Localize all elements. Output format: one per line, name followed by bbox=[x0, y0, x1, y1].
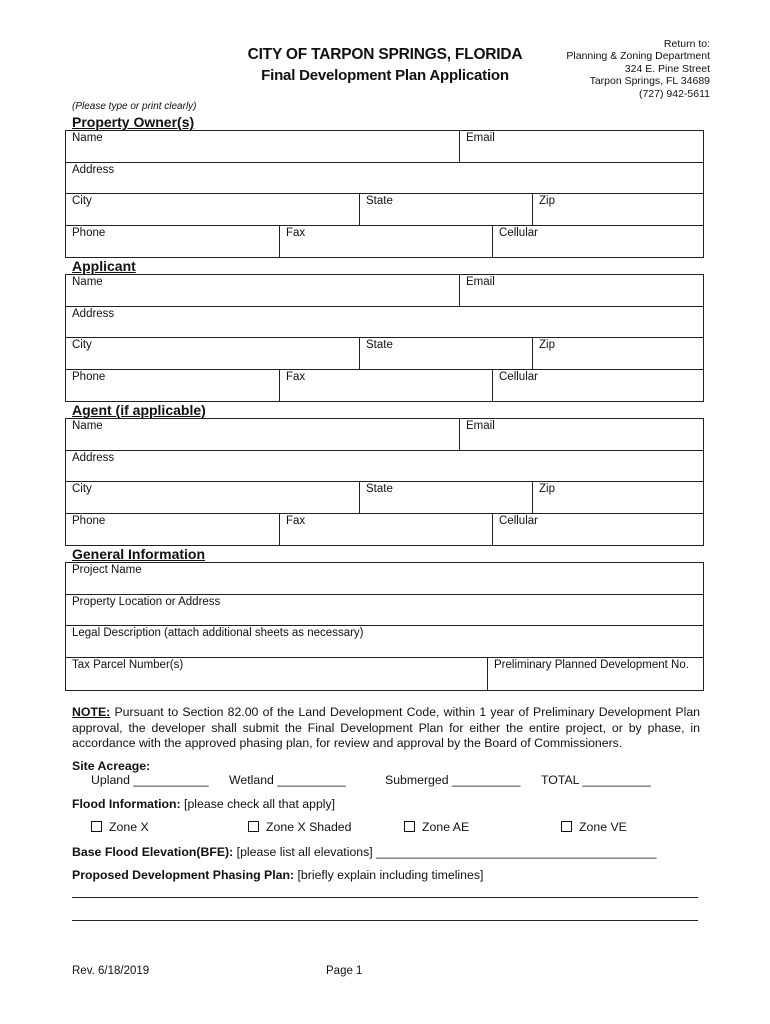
bfe-instruction: [please list all elevations] _________________________________________ bbox=[233, 845, 657, 859]
return-address bbox=[566, 38, 710, 100]
return-label: Return to: bbox=[663, 38, 710, 50]
owner-fax-label: Fax bbox=[286, 226, 306, 239]
property-location-label: Property Location or Address bbox=[72, 595, 221, 608]
agent-cellular-field[interactable] bbox=[492, 514, 703, 546]
preliminary-pd-field[interactable] bbox=[487, 658, 703, 690]
owner-name-label: Name bbox=[72, 132, 103, 144]
tax-parcel-label: Tax Parcel Number(s) bbox=[72, 658, 184, 671]
zone-x-shaded-checkbox[interactable] bbox=[248, 820, 351, 834]
agent-name-label: Name bbox=[72, 420, 103, 432]
applicant-cellular-field[interactable] bbox=[492, 370, 703, 402]
owner-zip-field[interactable] bbox=[532, 194, 703, 225]
section-owner-title: Property Owner(s) bbox=[72, 114, 195, 130]
note-paragraph bbox=[72, 705, 700, 752]
general-row-parcel bbox=[66, 658, 703, 690]
property-location-field[interactable] bbox=[66, 595, 703, 626]
agent-city-field[interactable] bbox=[66, 482, 359, 513]
project-name-field[interactable] bbox=[66, 563, 703, 594]
owner-email-field[interactable] bbox=[459, 131, 703, 162]
owner-state-label: State bbox=[366, 195, 393, 207]
agent-zip-label: Zip bbox=[539, 483, 555, 495]
upland-field[interactable]: Upland ___________ bbox=[91, 773, 209, 787]
return-street: 324 E. Pine Street bbox=[624, 62, 710, 75]
owner-city-field[interactable] bbox=[66, 194, 359, 225]
agent-cellular-label: Cellular bbox=[499, 514, 538, 527]
owner-phone-field[interactable] bbox=[66, 226, 279, 258]
form-title: CITY OF TARPON SPRINGS, FLORIDA bbox=[247, 46, 523, 63]
agent-row-city bbox=[66, 482, 703, 514]
applicant-address-label: Address bbox=[72, 307, 115, 320]
owner-row-phone bbox=[66, 226, 703, 258]
return-city: Tarpon Springs, FL 34689 bbox=[589, 75, 710, 88]
note-text: Pursuant to Section 82.00 of the Land Development Code, within 1 year of Preliminary Development Plan approval, the developer shall submit the Final Development Plan for either the entire project, or by phase, in accordance with the approved phasing plan, for review and approval by the Board of Commissioners. bbox=[72, 705, 700, 750]
site-acreage-label: Site Acreage: bbox=[72, 759, 151, 773]
agent-row-name bbox=[66, 419, 703, 451]
applicant-row-city bbox=[66, 338, 703, 370]
section-general-title: General Information bbox=[72, 546, 206, 562]
general-row-project bbox=[66, 563, 703, 595]
applicant-grid bbox=[65, 274, 704, 402]
zone-ae-checkbox[interactable] bbox=[404, 820, 469, 834]
applicant-city-field[interactable] bbox=[66, 338, 359, 369]
applicant-fax-label: Fax bbox=[286, 370, 306, 383]
agent-row-address bbox=[66, 451, 703, 483]
return-department: Planning & Zoning Department bbox=[566, 50, 710, 63]
form-subtitle: Final Development Plan Application bbox=[261, 67, 509, 84]
checkbox-icon bbox=[404, 821, 415, 832]
general-grid bbox=[65, 562, 704, 691]
agent-state-label: State bbox=[366, 483, 393, 495]
owner-row-city bbox=[66, 194, 703, 226]
applicant-phone-label: Phone bbox=[72, 370, 106, 383]
applicant-phone-field[interactable] bbox=[66, 370, 279, 402]
owner-city-label: City bbox=[72, 195, 92, 207]
applicant-city-label: City bbox=[72, 339, 92, 351]
revision-date: Rev. 6/18/2019 bbox=[72, 965, 150, 977]
agent-zip-field[interactable] bbox=[532, 482, 703, 513]
flood-info-line bbox=[72, 797, 335, 811]
owner-cellular-field[interactable] bbox=[492, 226, 703, 258]
agent-address-label: Address bbox=[72, 451, 115, 464]
agent-grid bbox=[65, 418, 704, 546]
agent-email-label: Email bbox=[466, 420, 495, 432]
phasing-instruction: [briefly explain including timelines] bbox=[294, 868, 484, 882]
agent-state-field[interactable] bbox=[359, 482, 532, 513]
return-phone: (727) 942-5611 bbox=[638, 87, 710, 100]
checkbox-icon bbox=[561, 821, 572, 832]
bfe-label: Base Flood Elevation(BFE): bbox=[72, 845, 234, 859]
agent-phone-label: Phone bbox=[72, 514, 106, 527]
applicant-email-field[interactable] bbox=[459, 275, 703, 306]
zone-x-label: Zone X bbox=[109, 820, 149, 834]
owner-row-address bbox=[66, 163, 703, 195]
general-row-legal bbox=[66, 626, 703, 658]
page-number: Page 1 bbox=[326, 965, 363, 977]
agent-fax-field[interactable] bbox=[279, 514, 492, 546]
flood-info-instruction: [please check all that apply] bbox=[180, 797, 336, 811]
flood-info-label: Flood Information: bbox=[72, 797, 181, 811]
owner-phone-label: Phone bbox=[72, 226, 106, 239]
applicant-row-address bbox=[66, 307, 703, 339]
agent-city-label: City bbox=[72, 483, 92, 495]
applicant-row-phone bbox=[66, 370, 703, 402]
agent-name-field[interactable] bbox=[66, 419, 459, 450]
preliminary-pd-label: Preliminary Planned Development No. bbox=[494, 658, 689, 671]
zone-ve-label: Zone VE bbox=[579, 820, 627, 834]
applicant-name-field[interactable] bbox=[66, 275, 459, 306]
agent-email-field[interactable] bbox=[459, 419, 703, 450]
general-row-location bbox=[66, 595, 703, 627]
legal-description-label: Legal Description (attach additional sheets as necessary) bbox=[72, 627, 364, 639]
owner-email-label: Email bbox=[466, 132, 495, 144]
section-agent-title: Agent (if applicable) bbox=[72, 402, 206, 418]
phasing-line bbox=[72, 868, 483, 882]
tax-parcel-field[interactable] bbox=[66, 658, 487, 690]
owner-name-field[interactable] bbox=[66, 131, 459, 162]
applicant-zip-field[interactable] bbox=[532, 338, 703, 369]
owner-address-label: Address bbox=[72, 163, 115, 176]
zone-ae-label: Zone AE bbox=[422, 820, 470, 834]
legal-description-field[interactable] bbox=[66, 626, 703, 657]
agent-row-phone bbox=[66, 514, 703, 546]
agent-address-field[interactable] bbox=[66, 451, 703, 482]
applicant-fax-field[interactable] bbox=[279, 370, 492, 402]
owner-cellular-label: Cellular bbox=[499, 226, 538, 239]
project-name-label: Project Name bbox=[72, 564, 142, 576]
applicant-address-field[interactable] bbox=[66, 307, 703, 338]
owner-zip-label: Zip bbox=[539, 195, 555, 207]
note-label: NOTE: bbox=[72, 705, 111, 719]
zone-x-shaded-label: Zone X Shaded bbox=[266, 820, 352, 834]
submerged-field[interactable]: Submerged __________ bbox=[385, 773, 521, 787]
phasing-label: Proposed Development Phasing Plan: bbox=[72, 868, 295, 882]
section-applicant-title: Applicant bbox=[72, 258, 136, 274]
phasing-answer-line-2[interactable] bbox=[72, 920, 698, 921]
applicant-name-label: Name bbox=[72, 276, 103, 288]
owner-address-field[interactable] bbox=[66, 163, 703, 194]
owner-grid bbox=[65, 130, 704, 258]
print-hint: (Please type or print clearly) bbox=[72, 101, 197, 112]
owner-fax-field[interactable] bbox=[279, 226, 492, 258]
zone-x-checkbox[interactable] bbox=[91, 820, 149, 834]
wetland-field[interactable]: Wetland __________ bbox=[229, 773, 346, 787]
applicant-cellular-label: Cellular bbox=[499, 370, 538, 383]
checkbox-icon bbox=[91, 821, 102, 832]
applicant-state-label: State bbox=[366, 339, 393, 351]
applicant-zip-label: Zip bbox=[539, 339, 555, 351]
applicant-row-name bbox=[66, 275, 703, 307]
agent-phone-field[interactable] bbox=[66, 514, 279, 546]
applicant-email-label: Email bbox=[466, 276, 495, 288]
phasing-answer-line-1[interactable] bbox=[72, 897, 698, 898]
bfe-field[interactable] bbox=[72, 845, 657, 859]
agent-fax-label: Fax bbox=[286, 514, 306, 527]
zone-ve-checkbox[interactable] bbox=[561, 820, 627, 834]
total-field[interactable]: TOTAL __________ bbox=[541, 773, 651, 787]
owner-row-name bbox=[66, 131, 703, 163]
owner-state-field[interactable] bbox=[359, 194, 532, 225]
applicant-state-field[interactable] bbox=[359, 338, 532, 369]
checkbox-icon bbox=[248, 821, 259, 832]
